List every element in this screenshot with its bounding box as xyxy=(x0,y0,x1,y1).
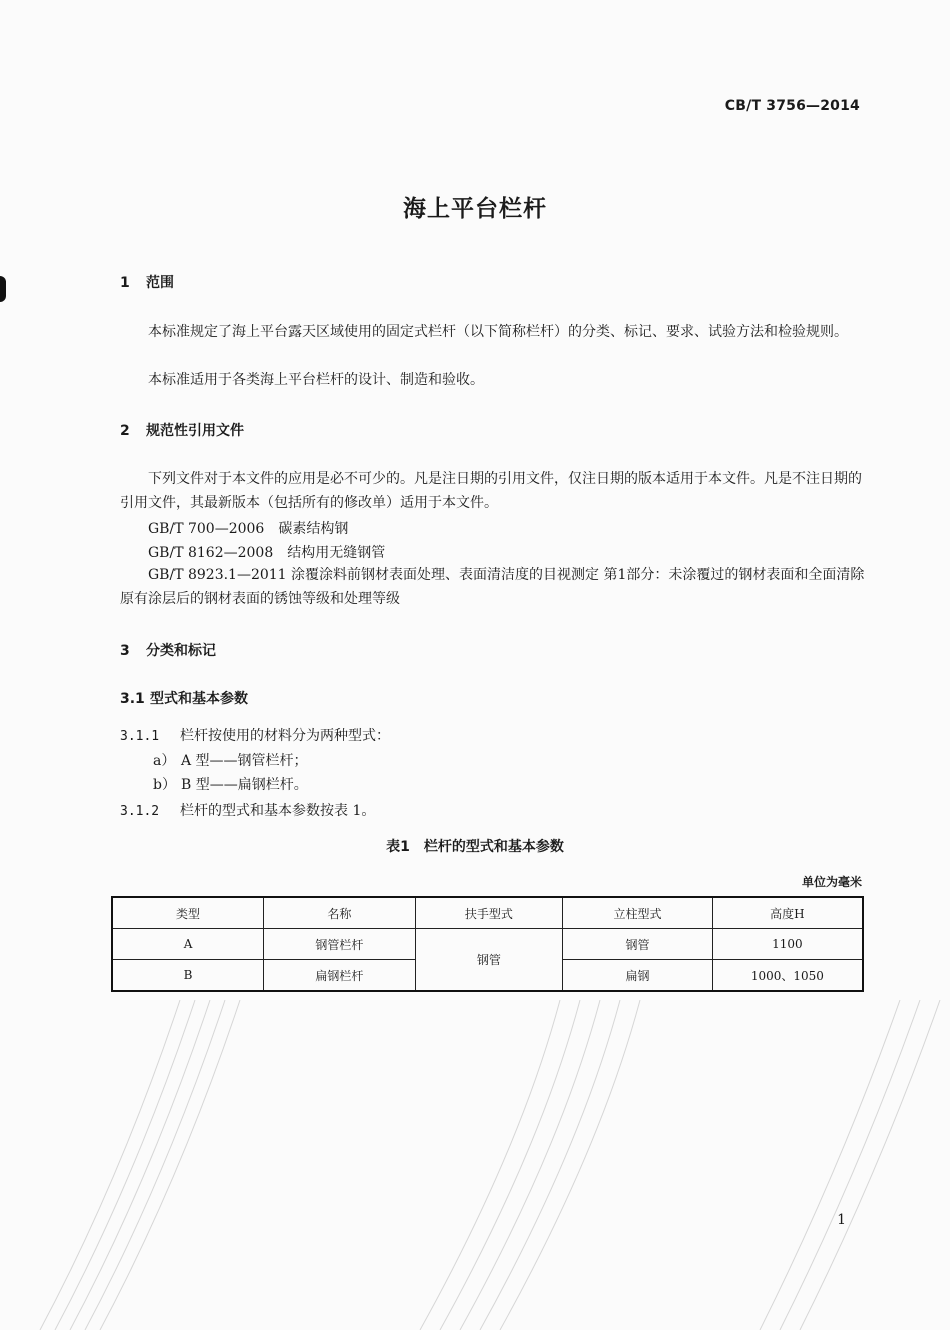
list-item xyxy=(153,774,308,794)
section-3-heading xyxy=(120,640,216,660)
table-header-row xyxy=(112,897,863,929)
table-cell-post: 扁钢 xyxy=(563,960,713,992)
table-cell-height: 1100 xyxy=(712,929,863,960)
clause-3-1-2 xyxy=(120,800,375,820)
section-number: 2 xyxy=(120,423,130,439)
standard-code: CB/T 3756—2014 xyxy=(724,98,860,114)
clause-text: 栏杆按使用的材料分为两种型式： xyxy=(180,728,390,744)
section-title: 规范性引用文件 xyxy=(146,423,244,439)
list-item-label: b） xyxy=(153,777,176,793)
reference-item: GB/T 8162—2008 结构用无缝钢管 xyxy=(148,545,386,561)
table-header-cell: 名称 xyxy=(264,897,416,929)
section-2-heading xyxy=(120,420,244,440)
parameters-table xyxy=(111,896,864,992)
table-cell-post: 钢管 xyxy=(563,929,713,960)
section-2-paragraph-1: 下列文件对于本文件的应用是必不可少的。凡是注日期的引用文件，仅注日期的版本适用于本文件。凡是不注日期的引用文件，其最新版本（包括所有的修改单）适用于本文件。 xyxy=(120,471,862,511)
clause-number: 3.1.2 xyxy=(120,804,160,819)
list-item-text: A 型——钢管栏杆； xyxy=(181,753,308,769)
page-number: 1 xyxy=(837,1212,846,1228)
table-cell-type: B xyxy=(112,960,264,992)
section-1-paragraph-1: 本标准规定了海上平台露天区域使用的固定式栏杆（以下简称栏杆）的分类、标记、要求、试验方法和检验规则。 xyxy=(148,324,848,340)
list-item-label: a） xyxy=(153,753,176,769)
reference-item: GB/T 700—2006 碳素结构钢 xyxy=(148,521,349,537)
table-header-cell: 高度H xyxy=(712,897,863,929)
section-1-heading xyxy=(120,272,174,292)
section-title: 范围 xyxy=(146,275,174,291)
table-row xyxy=(112,929,863,960)
table-cell-handrail: 钢管 xyxy=(415,929,563,992)
table-header-cell: 立柱型式 xyxy=(563,897,713,929)
list-item-text: B 型——扁钢栏杆。 xyxy=(181,777,308,793)
section-number: 1 xyxy=(120,275,130,291)
subsection-number: 3.1 xyxy=(120,691,145,707)
table-cell-type: A xyxy=(112,929,264,960)
subsection-title: 型式和基本参数 xyxy=(150,691,248,707)
table-unit-note: 单位为毫米 xyxy=(801,875,862,889)
table-header-cell: 扶手型式 xyxy=(415,897,563,929)
section-1-paragraph-2: 本标准适用于各类海上平台栏杆的设计、制造和验收。 xyxy=(148,372,484,388)
scan-moire-pattern xyxy=(0,1000,950,1330)
table-cell-name: 扁钢栏杆 xyxy=(264,960,416,992)
table-header-cell: 类型 xyxy=(112,897,264,929)
clause-number: 3.1.1 xyxy=(120,729,160,744)
clause-text: 栏杆的型式和基本参数按表 1。 xyxy=(180,803,376,819)
clause-3-1-1 xyxy=(120,725,390,745)
document-title: 海上平台栏杆 xyxy=(403,196,547,222)
section-title: 分类和标记 xyxy=(146,643,216,659)
table-cell-height: 1000、1050 xyxy=(712,960,863,992)
section-number: 3 xyxy=(120,643,130,659)
scan-edge-mark xyxy=(0,276,6,302)
table-title: 表1 栏杆的型式和基本参数 xyxy=(386,839,564,855)
reference-item: GB/T 8923.1—2011 涂覆涂料前钢材表面处理、表面清洁度的目视测定 第1部分：未涂覆过的钢材表面和全面清除原有涂层后的钢材表面的锈蚀等级和处理等级 xyxy=(120,567,865,607)
subsection-3-1-heading xyxy=(120,688,248,708)
table-cell-name: 钢管栏杆 xyxy=(264,929,416,960)
list-item xyxy=(153,750,308,770)
